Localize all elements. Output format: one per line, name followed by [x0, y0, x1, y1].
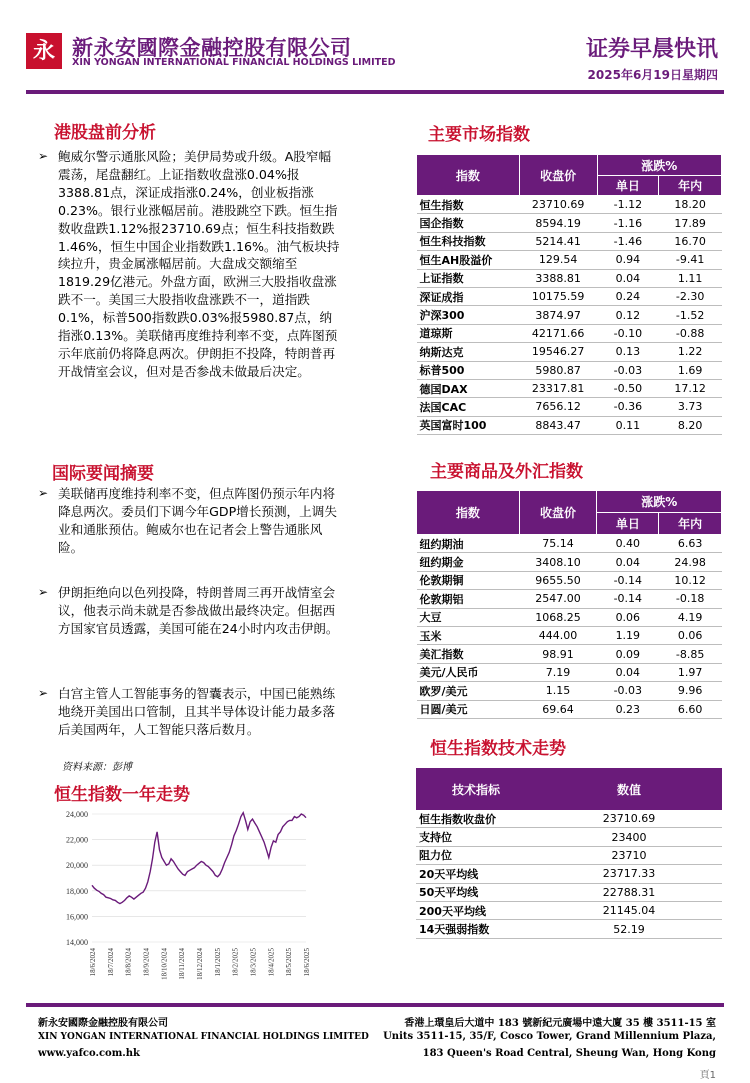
- row-label: 50天平均线: [416, 883, 536, 901]
- bullet-arrow-icon: ➢: [38, 486, 49, 500]
- cell-day: 0.24: [597, 287, 659, 305]
- source-note: 资料来源：彭博: [62, 762, 132, 773]
- intl-news-text: 伊朗拒绝向以色列投降，特朗普周三再开战情室会议，他表示尚未就是否参战做出最终决定。但据西方国家官员透露，美国可能在24小时内攻击伊朗。: [58, 585, 339, 636]
- cell-ytd: 1.22: [659, 343, 722, 361]
- cell-close: 3874.97: [519, 306, 597, 324]
- cell-close: 10175.59: [519, 287, 597, 305]
- col-header-close: 收盘价: [519, 491, 597, 535]
- y-tick-label: 16,000: [66, 912, 88, 922]
- footer-company-en: XIN YONGAN INTERNATIONAL FINANCIAL HOLDINGS LIMITED: [38, 1032, 369, 1042]
- cell-value: 23717.33: [536, 865, 722, 883]
- cell-close: 5214.41: [519, 232, 597, 250]
- chart-grid: [92, 814, 306, 942]
- table-row: [417, 608, 722, 626]
- y-tick-label: 24,000: [66, 810, 88, 819]
- cell-day: -0.03: [597, 361, 659, 379]
- y-tick-label: 18,000: [66, 886, 88, 896]
- cell-ytd: 17.12: [659, 379, 722, 397]
- table-row: [416, 810, 722, 828]
- cell-close: 23317.81: [519, 379, 597, 397]
- x-tick-label: 18/4/2025: [267, 948, 276, 977]
- intl-news-title: 国际要闻摘要: [52, 464, 154, 484]
- table-row: [417, 251, 722, 269]
- hsi-line-series: [92, 813, 306, 904]
- cell-close: 98.91: [519, 645, 597, 663]
- row-label: 20天平均线: [416, 865, 536, 883]
- row-label: 200天平均线: [416, 901, 536, 919]
- cell-day: -1.16: [597, 214, 659, 232]
- table-row: [417, 324, 722, 342]
- cell-day: 0.04: [597, 269, 659, 287]
- row-label: 阻力位: [416, 846, 536, 864]
- intl-news-item: [38, 685, 340, 739]
- table-row: [416, 865, 722, 883]
- row-label: 英国富时100: [417, 416, 520, 434]
- cell-close: 1.15: [519, 682, 597, 700]
- cell-value: 21145.04: [536, 901, 722, 919]
- cell-ytd: -2.30: [659, 287, 722, 305]
- cell-close: 2547.00: [519, 590, 597, 608]
- cell-value: 22788.31: [536, 883, 722, 901]
- x-tick-label: 18/3/2025: [249, 948, 258, 977]
- col-header-index: 指数: [417, 491, 520, 535]
- table-row: [417, 645, 722, 663]
- cell-close: 19546.27: [519, 343, 597, 361]
- col-header-change: 涨跌%: [597, 155, 721, 176]
- cell-close: 69.64: [519, 700, 597, 718]
- cell-day: 0.04: [597, 553, 659, 571]
- row-label: 美元/人民币: [417, 663, 520, 681]
- table-row: [416, 901, 722, 919]
- hk-analysis-paragraph: [38, 148, 340, 381]
- intl-news-item: [38, 485, 340, 557]
- intl-news-text: 美联储再度维持利率不变，但点阵图仍预示年内将降息两次。委员们下调今年GDP增长预测，上调失业和通胀预估。鲍威尔也在记者会上警告通胀风险。: [58, 486, 337, 555]
- x-tick-label: 18/8/2024: [124, 948, 133, 977]
- hsi-chart-title: 恒生指数一年走势: [54, 785, 190, 805]
- row-label: 美汇指数: [417, 645, 520, 663]
- table-row: [417, 682, 722, 700]
- x-tick-label: 18/2/2025: [231, 948, 240, 977]
- technical-table: [416, 768, 722, 939]
- cell-ytd: 24.98: [659, 553, 722, 571]
- table-row: [417, 700, 722, 718]
- cell-close: 3388.81: [519, 269, 597, 287]
- table-row: [417, 379, 722, 397]
- cell-value: 23710: [536, 846, 722, 864]
- table-row: [417, 287, 722, 305]
- cell-ytd: 1.97: [659, 663, 722, 681]
- col-header-ytd: 年内: [659, 176, 722, 196]
- cell-ytd: 6.63: [659, 535, 722, 553]
- row-label: 法国CAC: [417, 398, 520, 416]
- x-tick-label: 18/7/2024: [106, 948, 115, 977]
- cell-close: 7.19: [519, 663, 597, 681]
- bullet-arrow-icon: ➢: [38, 149, 49, 163]
- x-tick-label: 18/5/2025: [285, 948, 294, 977]
- cell-ytd: 4.19: [659, 608, 722, 626]
- row-label: 恒生科技指数: [417, 232, 520, 250]
- y-tick-label: 20,000: [66, 861, 88, 871]
- table-row: [417, 590, 722, 608]
- cell-ytd: 3.73: [659, 398, 722, 416]
- x-tick-label: 18/1/2025: [213, 948, 222, 977]
- cell-close: 129.54: [519, 251, 597, 269]
- company-name-cn: 新永安國際金融控股有限公司: [72, 36, 352, 60]
- x-tick-label: 18/9/2024: [142, 948, 151, 977]
- intl-news-text: 白宫主管人工智能事务的智囊表示，中国已能熟练地绕开美国出口管制，且其半导体设计能力最多落后美国两年，人工智能只落后数月。: [58, 686, 336, 737]
- cell-day: 0.11: [597, 416, 659, 434]
- table-row: [417, 269, 722, 287]
- hsi-one-year-chart: [50, 806, 314, 990]
- bullet-arrow-icon: ➢: [38, 585, 49, 599]
- cell-close: 1068.25: [519, 608, 597, 626]
- cell-ytd: -9.41: [659, 251, 722, 269]
- x-tick-label: 18/12/2024: [196, 948, 204, 980]
- table-row: [417, 535, 722, 553]
- cell-close: 8594.19: [519, 214, 597, 232]
- cell-ytd: 16.70: [659, 232, 722, 250]
- table-row: [417, 398, 722, 416]
- cell-ytd: -0.88: [659, 324, 722, 342]
- market-indices-table: [416, 154, 722, 435]
- row-label: 道琼斯: [417, 324, 520, 342]
- cell-close: 7656.12: [519, 398, 597, 416]
- commodity-fx-title: 主要商品及外汇指数: [430, 462, 583, 482]
- cell-day: 0.06: [597, 608, 659, 626]
- table-row: [417, 343, 722, 361]
- footer-website: www.yafco.com.hk: [38, 1048, 140, 1059]
- cell-close: 5980.87: [519, 361, 597, 379]
- cell-ytd: 18.20: [659, 196, 722, 214]
- cell-ytd: 9.96: [659, 682, 722, 700]
- cell-day: 1.19: [597, 626, 659, 644]
- col-header-close: 收盘价: [519, 155, 597, 196]
- cell-value: 52.19: [536, 920, 722, 938]
- cell-ytd: -1.52: [659, 306, 722, 324]
- footer-address-en-line2: 183 Queen's Road Central, Sheung Wan, Hong Kong: [422, 1048, 716, 1059]
- col-header-index: 指数: [417, 155, 520, 196]
- cell-ytd: 6.60: [659, 700, 722, 718]
- cell-day: -0.14: [597, 590, 659, 608]
- row-label: 沪深300: [417, 306, 520, 324]
- row-label: 德国DAX: [417, 379, 520, 397]
- footer-address-en-line1: Units 3511-15, 35/F, Cosco Tower, Grand Millennium Plaza,: [383, 1031, 716, 1042]
- cell-ytd: 17.89: [659, 214, 722, 232]
- cell-close: 9655.50: [519, 571, 597, 589]
- x-tick-label: 18/10/2024: [160, 948, 169, 980]
- cell-close: 444.00: [519, 626, 597, 644]
- cell-value: 23400: [536, 828, 722, 846]
- header-rule: [26, 90, 724, 94]
- cell-close: 75.14: [519, 535, 597, 553]
- cell-ytd: 1.11: [659, 269, 722, 287]
- col-header-day: 单日: [597, 513, 659, 535]
- cell-close: 42171.66: [519, 324, 597, 342]
- row-label: 纳斯达克: [417, 343, 520, 361]
- table-row: [417, 196, 722, 214]
- table-row: [416, 883, 722, 901]
- cell-close: 3408.10: [519, 553, 597, 571]
- row-label: 国企指数: [417, 214, 520, 232]
- cell-day: -0.36: [597, 398, 659, 416]
- y-tick-label: 14,000: [66, 938, 88, 947]
- footer-address-cn: 香港上環皇后大道中 183 號新紀元廣場中遠大廈 35 樓 3511-15 室: [404, 1018, 716, 1029]
- row-label: 大豆: [417, 608, 520, 626]
- row-label: 14天强弱指数: [416, 920, 536, 938]
- table-row: [417, 626, 722, 644]
- bullet-arrow-icon: ➢: [38, 686, 49, 700]
- report-title: 证券早晨快讯: [585, 37, 718, 62]
- market-indices-title: 主要市场指数: [428, 125, 530, 145]
- row-label: 恒生AH股溢价: [417, 251, 520, 269]
- cell-day: 0.13: [597, 343, 659, 361]
- row-label: 纽约期金: [417, 553, 520, 571]
- table-row: [417, 553, 722, 571]
- row-label: 恒生指数收盘价: [416, 810, 536, 828]
- row-label: 纽约期油: [417, 535, 520, 553]
- row-label: 支持位: [416, 828, 536, 846]
- company-logo: 永: [26, 33, 62, 69]
- intl-news-item: [38, 584, 340, 638]
- cell-day: 0.12: [597, 306, 659, 324]
- x-tick-label: 18/6/2025: [303, 948, 311, 977]
- row-label: 上证指数: [417, 269, 520, 287]
- table-row: [417, 361, 722, 379]
- cell-close: 23710.69: [519, 196, 597, 214]
- chart-x-axis: [89, 948, 311, 980]
- x-tick-label: 18/6/2024: [89, 948, 97, 977]
- cell-ytd: 8.20: [659, 416, 722, 434]
- table-row: [416, 846, 722, 864]
- row-label: 欧罗/美元: [417, 682, 520, 700]
- table-row: [417, 214, 722, 232]
- cell-day: 0.09: [597, 645, 659, 663]
- cell-ytd: 10.12: [659, 571, 722, 589]
- cell-day: -0.50: [597, 379, 659, 397]
- col-header-indicator: 技术指标: [416, 768, 536, 810]
- row-label: 标普500: [417, 361, 520, 379]
- footer-company-cn: 新永安國際金融控股有限公司: [38, 1018, 168, 1029]
- col-header-value: 数值: [536, 768, 722, 810]
- cell-day: -1.46: [597, 232, 659, 250]
- cell-day: 0.94: [597, 251, 659, 269]
- row-label: 深证成指: [417, 287, 520, 305]
- x-tick-label: 18/11/2024: [178, 948, 187, 980]
- cell-day: -1.12: [597, 196, 659, 214]
- cell-day: -0.10: [597, 324, 659, 342]
- page-number: 頁1: [699, 1070, 716, 1081]
- commodity-fx-table: [416, 490, 722, 719]
- cell-ytd: 1.69: [659, 361, 722, 379]
- cell-day: 0.04: [597, 663, 659, 681]
- hk-analysis-title: 港股盘前分析: [54, 123, 156, 143]
- col-header-ytd: 年内: [659, 513, 722, 535]
- cell-value: 23710.69: [536, 810, 722, 828]
- cell-ytd: -8.85: [659, 645, 722, 663]
- report-date: 2025年6月19日星期四: [587, 68, 718, 82]
- table-row: [416, 920, 722, 938]
- table-row: [417, 232, 722, 250]
- cell-day: 0.23: [597, 700, 659, 718]
- table-row: [417, 663, 722, 681]
- cell-day: 0.40: [597, 535, 659, 553]
- table-row: [416, 828, 722, 846]
- chart-y-axis: [66, 810, 88, 947]
- cell-day: -0.14: [597, 571, 659, 589]
- col-header-change: 涨跌%: [597, 491, 722, 513]
- cell-ytd: 0.06: [659, 626, 722, 644]
- y-tick-label: 22,000: [66, 835, 88, 845]
- cell-ytd: -0.18: [659, 590, 722, 608]
- row-label: 玉米: [417, 626, 520, 644]
- company-name-en: XIN YONGAN INTERNATIONAL FINANCIAL HOLDINGS LIMITED: [72, 57, 396, 68]
- table-row: [417, 571, 722, 589]
- row-label: 日圆/美元: [417, 700, 520, 718]
- row-label: 恒生指数: [417, 196, 520, 214]
- col-header-day: 单日: [597, 176, 659, 196]
- table-row: [417, 416, 722, 434]
- cell-close: 8843.47: [519, 416, 597, 434]
- row-label: 伦敦期铝: [417, 590, 520, 608]
- row-label: 伦敦期铜: [417, 571, 520, 589]
- technical-title: 恒生指数技术走势: [430, 739, 566, 759]
- hk-analysis-text: 鲍威尔警示通胀风险；美伊局势或升级。A股窄幅震荡，尾盘翻红。上证指数收盘涨0.04%报3388.81点，深证成指涨0.24%，创业板指涨0.23%。银行业涨幅居前。港股跳空下跌。恒生指数收盘跌1.12%报23710.69点；恒生科技指数跌1.46%，恒生中国企业指数跌1.16%。油气板块持续拉升，贵金属涨幅居前。大盘成交额缩至1819.29亿港元。外盘方面，欧洲三大股指收盘涨跌不一。美国三大股指收盘涨跌不一，道指跌0.1%，标普500指数跌0.03%报5980.87点，纳指涨0.13%。美联储再度维持利率不变，点阵图预示年底前仍将降息两次。伊朗拒不投降，特朗普再开战情室会议，但对是否参战未做最后决定。: [58, 149, 340, 379]
- footer-rule: [26, 1003, 724, 1007]
- table-row: [417, 306, 722, 324]
- cell-day: -0.03: [597, 682, 659, 700]
